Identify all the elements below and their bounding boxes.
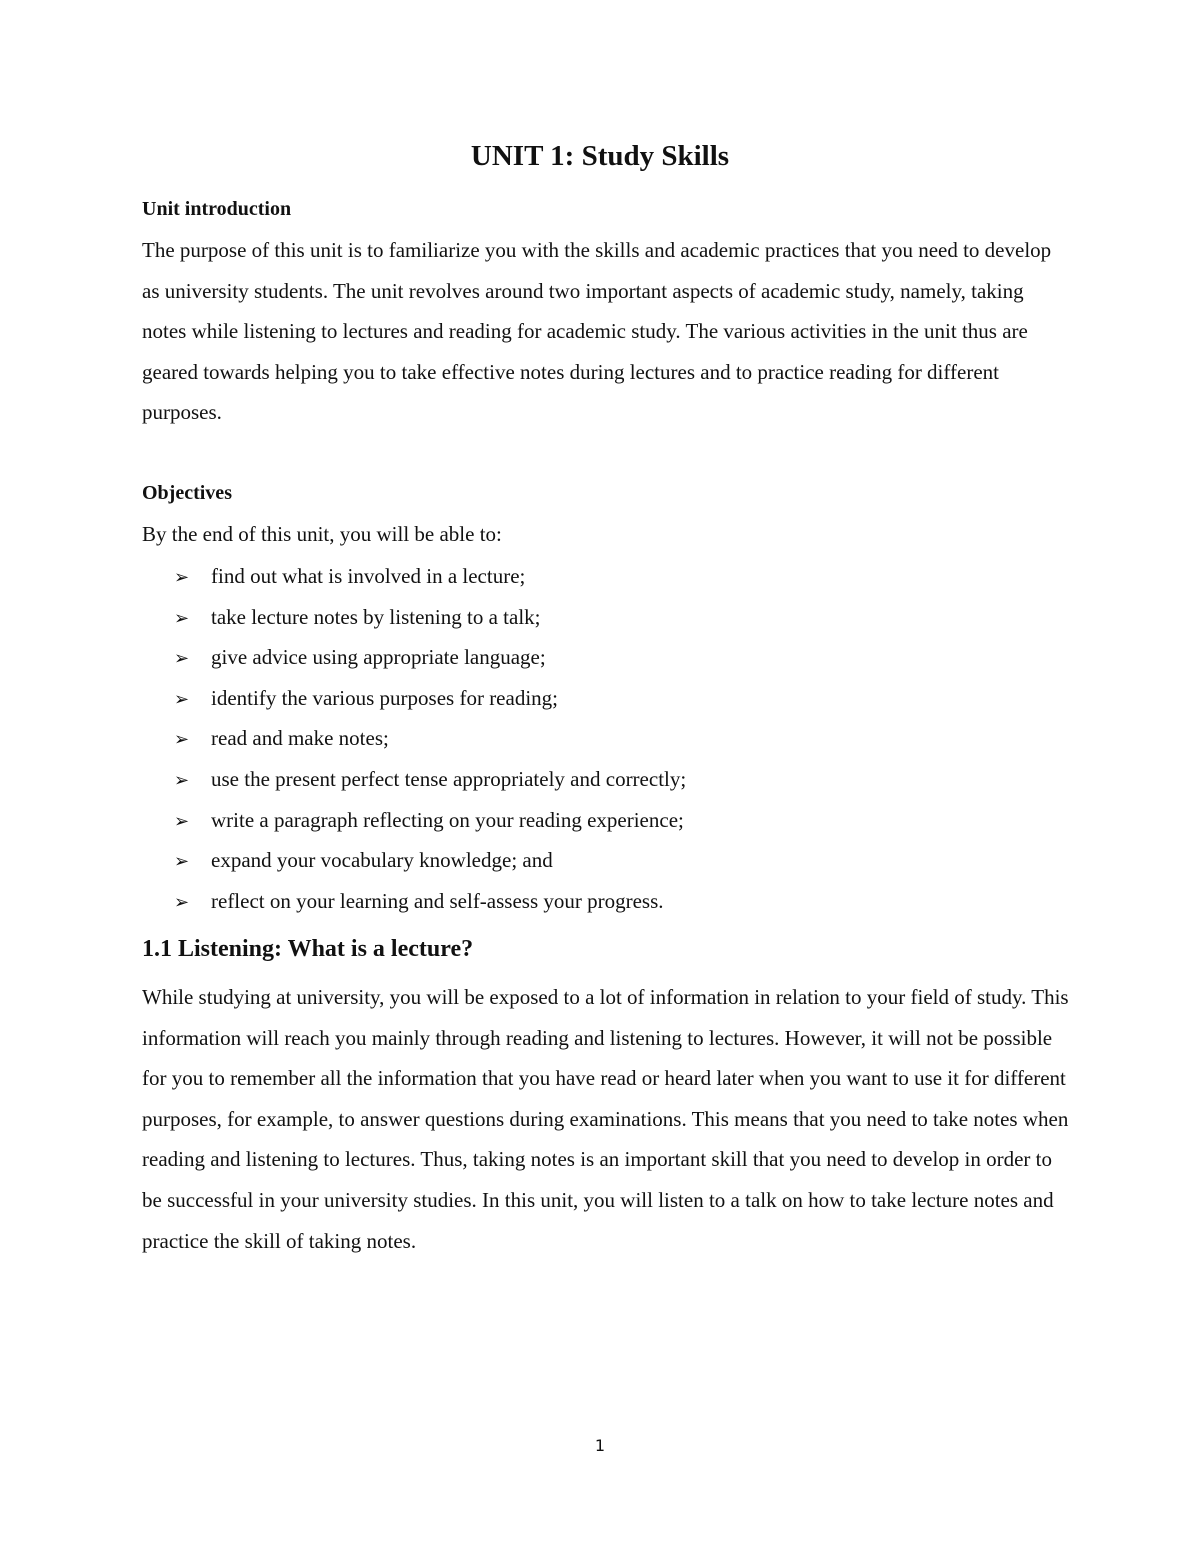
- objective-text: take lecture notes by listening to a talk;: [211, 604, 541, 629]
- objective-item: [174, 800, 686, 841]
- arrowhead-bullet-icon: ➢: [174, 648, 190, 670]
- arrowhead-bullet-icon: ➢: [174, 810, 190, 832]
- objective-text: find out what is involved in a lecture;: [211, 564, 526, 588]
- objective-text: write a paragraph reflecting on your reading experience;: [211, 807, 684, 832]
- objective-item: [174, 881, 686, 922]
- objective-text: expand your vocabulary knowledge; and: [211, 848, 553, 873]
- arrowhead-bullet-icon: ➢: [174, 688, 190, 710]
- objective-item: [174, 678, 686, 719]
- arrowhead-bullet-icon: ➢: [174, 851, 190, 873]
- objective-text: use the present perfect tense appropriately and correctly;: [211, 766, 687, 791]
- objective-text: identify the various purposes for reading;: [211, 685, 558, 710]
- unit-title: UNIT 1: Study Skills: [470, 140, 730, 172]
- section-heading: 1.1 Listening: What is a lecture?: [142, 936, 474, 962]
- objective-text: read and make notes;: [211, 726, 389, 751]
- objective-item: [174, 556, 686, 597]
- page-number: 1: [594, 1436, 606, 1455]
- objective-item: [174, 718, 686, 759]
- objectives-intro: By the end of this unit, you will be able to:: [142, 522, 502, 546]
- objectives-heading: Objectives: [142, 482, 232, 504]
- objective-item: [174, 840, 686, 881]
- arrowhead-bullet-icon: ➢: [174, 729, 190, 751]
- intro-paragraph: The purpose of this unit is to familiarize you with the skills and academic practices that you need to develop as university students. The unit revolves around two important aspects of academic study, namely, taking notes while listening to lectures and reading for academic study. The various activities in the unit thus are geared towards helping you to take effective notes during lectures and to practice reading for different purposes.: [142, 238, 1052, 425]
- objective-item: [174, 637, 686, 678]
- intro-heading: Unit introduction: [142, 198, 292, 220]
- arrowhead-bullet-icon: ➢: [174, 769, 190, 791]
- objective-text: reflect on your learning and self-assess your progress.: [211, 888, 664, 913]
- arrowhead-bullet-icon: ➢: [174, 567, 190, 588]
- arrowhead-bullet-icon: ➢: [174, 891, 190, 913]
- objective-item: [174, 597, 686, 638]
- arrowhead-bullet-icon: ➢: [174, 607, 190, 629]
- objective-text: give advice using appropriate language;: [211, 645, 546, 670]
- section-paragraph: While studying at university, you will be exposed to a lot of information in relation to your field of study. This information will reach you mainly through reading and listening to lectures. However, it will not be possible for you to remember all the information that you have read or heard later when you want to use it for different purposes, for example, to answer questions during examinations. This means that you need to take notes when reading and listening to lectures. Thus, taking notes is an important skill that you need to develop in order to be successful in your university studies. In this unit, you will listen to a talk on how to take lecture notes and practice the skill of taking notes.: [142, 985, 1069, 1253]
- objectives-list: [174, 556, 686, 921]
- objective-item: [174, 759, 686, 800]
